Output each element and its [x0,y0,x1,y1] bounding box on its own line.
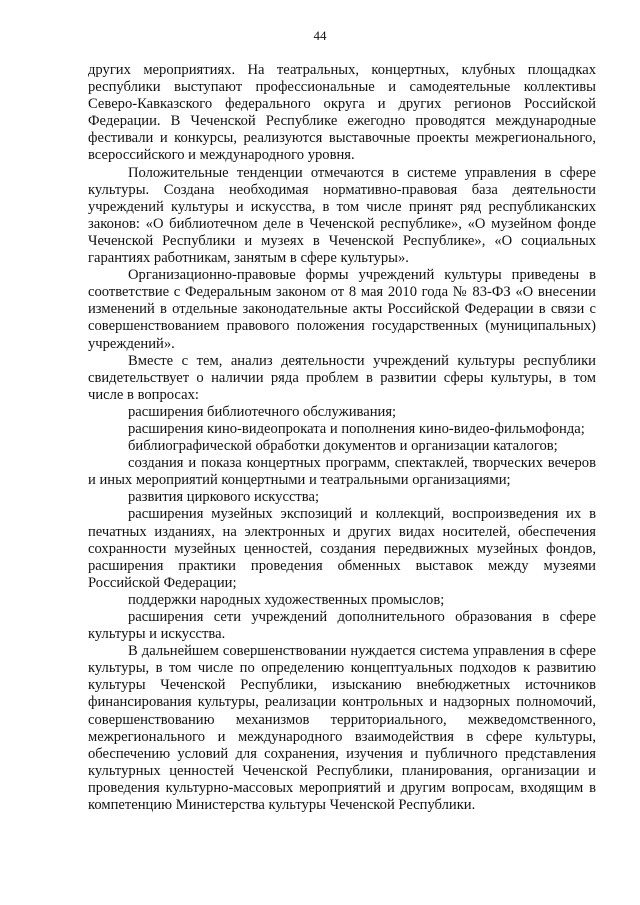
list-item: расширения сети учреждений дополнительного образования в сфере культуры и искусства. [88,609,596,643]
list-item: расширения библиотечного обслуживания; [128,403,397,420]
paragraph-further-improvement: В дальнейшем совершенствовании нуждается система управления в сфере культуры, в том числе по определению концептуальных подходов к развитию культуры Чеченской Республики, изысканию внебюджетных источников финансирования культуры, реализации контрольных и надзорных полномочий, совершенствованию механизмов территориального, межведомственного, межрегионального и международного взаимодействия в сфере культуры, обеспечению условий для сохранения, изучения и публичного представления культурных ценностей Чеченской Республики, планирования, организации и проведения культурно-массовых мероприятий и другим вопросам, входящим в компетенцию Министерства культуры Чеченской Республики. [88,643,596,814]
paragraph-problems-intro: Вместе с тем, анализ деятельности учреждений культуры республики свидетельствует о наличии ряда проблем в развитии сферы культуры, в том числе в вопросах: [88,352,596,403]
list-item: создания и показа концертных программ, спектаклей, творческих вечеров и иных мероприятий концертными и театральными организациями; [88,455,596,489]
paragraph-legal-forms: Организационно-правовые формы учреждений культуры приведены в соответствие с Федеральным законом от 8 мая 2010 года № 83-ФЗ «О внесении изменений в отдельные законодательные акты Российской Федерации в связи с совершенствованием правового положения государственных (муниципальных) учреждений». [88,267,596,352]
list-item: расширения кино-видеопроката и пополнения кино-видео-фильмофонда; [128,420,585,437]
list-item: развития циркового искусства; [128,489,320,506]
paragraph-management-trends: Положительные тенденции отмечаются в системе управления в сфере культуры. Создана необходимая нормативно-правовая база деятельности учреждений культуры и искусства, в том числе принят ряд республиканских законов: «О библиотечном деле в Чеченской республике», «О музейном фонде Чеченской Республики и музеях в Чеченской Республике», «О социальных гарантиях работникам, занятым в сфере культуры». [88,164,596,267]
list-item: библиографической обработки документов и организации каталогов; [128,438,558,455]
page-body [88,62,596,814]
paragraph-continuation: других мероприятиях. На театральных, концертных, клубных площадках республики выступают профессиональные и самодеятельные коллективы Северо-Кавказского федерального округа и других регионов Российской Федерации. В Чеченской Республике ежегодно проводятся международные фестивали и конкурсы, реализуются выставочные проекты межрегионального, всероссийского и международного уровня. [88,62,596,164]
list-item: расширения музейных экспозиций и коллекций, воспроизведения их в печатных изданиях, на электронных и других видах носителей, обеспечения сохранности музейных ценностей, создания передвижных музейных фондов, расширения практики проведения обменных выставок между музеями Российской Федерации; [88,506,596,591]
page-number: 44 [313,28,327,43]
list-item: поддержки народных художественных промыслов; [128,591,445,608]
